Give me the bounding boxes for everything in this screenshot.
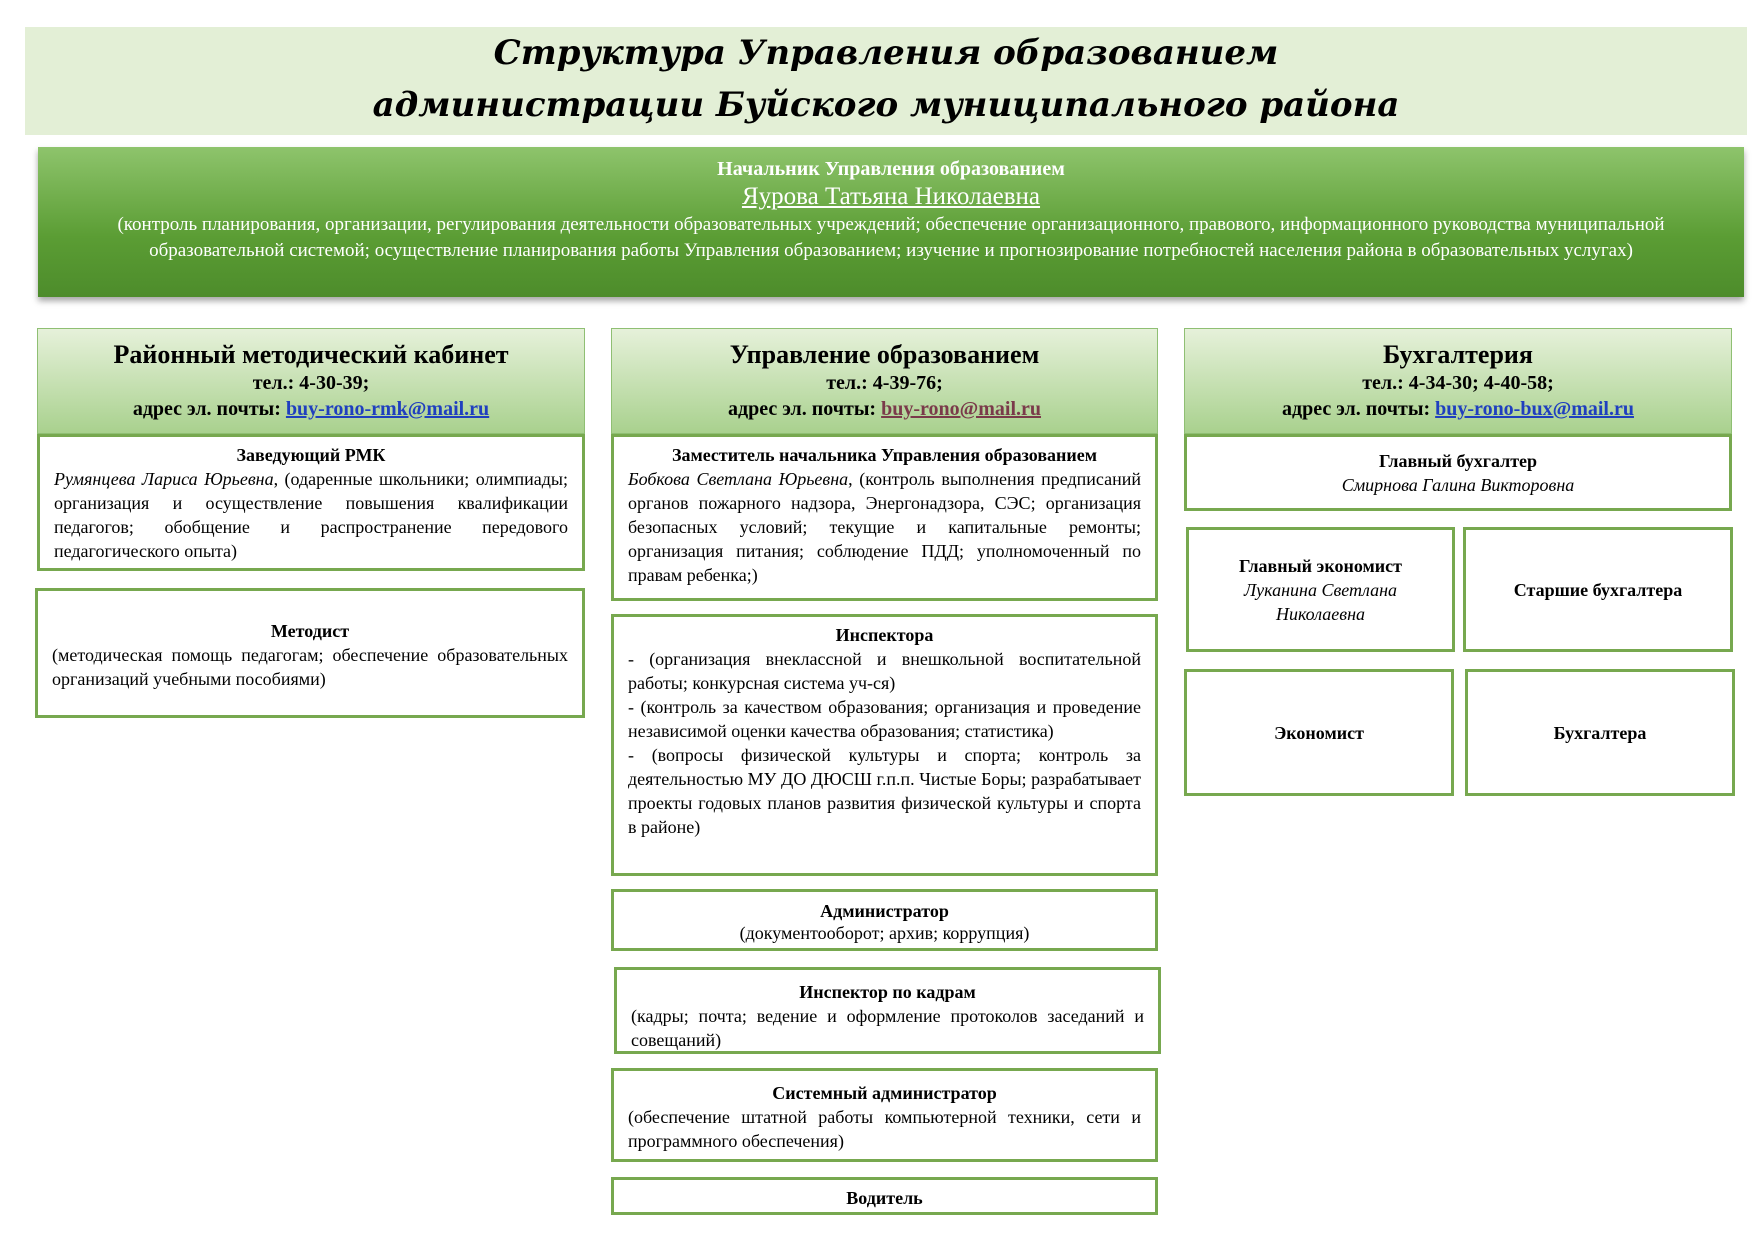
buh-economist-box: [1184, 669, 1454, 796]
buh-header: [1184, 328, 1732, 434]
rmk-header: [37, 328, 585, 434]
uo-administrator-desc: (документооборот; архив; коррупция): [739, 923, 1030, 943]
buh-email-link[interactable]: buy-rono-bux@mail.ru: [1435, 398, 1634, 420]
buh-accountants-box: [1465, 669, 1735, 796]
uo-sysadmin-title: Системный администратор: [772, 1083, 997, 1103]
uo-phone: тел.: 4-39-76;: [826, 372, 943, 394]
buh-senior-accountants-box: [1463, 527, 1733, 652]
uo-driver-title: Водитель: [846, 1188, 923, 1208]
page-title-line-2: администрации Буйского муниципального района: [372, 85, 1400, 125]
rmk-phone: тел.: 4-30-39;: [252, 372, 370, 394]
buh-email-label: адрес эл. почты:: [1282, 398, 1436, 420]
uo-administrator-box: [611, 889, 1158, 951]
uo-hr-desc: (кадры; почта; ведение и оформление протоколов заседаний и совещаний): [631, 1006, 1144, 1050]
buh-phone: тел.: 4-34-30; 4-40-58;: [1362, 372, 1554, 394]
head-description: (контроль планирования, организации, регулирования деятельности образовательных учреждений; обеспечение организационного, правового, информационного руководства муниципальной образовательной системой; осуществление планирования работы Управления образованием; изучение и прогнозирование потребностей населения района в образовательных услугах): [117, 214, 1665, 261]
buh-senior-accountants: Старшие бухгалтера: [1513, 579, 1683, 600]
uo-inspectors-title: Инспектора: [835, 625, 934, 645]
head-name: Яурова Татьяна Николаевна: [741, 183, 1041, 210]
buh-name: Бухгалтерия: [1383, 340, 1533, 369]
uo-administrator-title: Администратор: [820, 901, 949, 921]
uo-name: Управление образованием: [729, 340, 1040, 369]
uo-inspector-duty-3: - (вопросы физической культуры и спорта; контроль за деятельностью МУ ДО ДЮСШ г.п.п. Чистые Боры; разрабатывает проекты годовых планов развития физической культуры и спорта в районе): [628, 745, 1141, 837]
uo-inspectors-box: [611, 614, 1158, 876]
uo-deputy-title: Заместитель начальника Управления образованием: [671, 445, 1098, 465]
rmk-head-title: Заведующий РМК: [236, 445, 386, 465]
rmk-head-desc: [54, 467, 568, 563]
rmk-methodist-title: Методист: [270, 621, 350, 641]
rmk-email-line: [38, 396, 584, 422]
page-title-line-1: Структура Управления образованием: [493, 33, 1279, 73]
uo-hr-title: Инспектор по кадрам: [799, 982, 976, 1002]
rmk-head-person: Румянцева Лариса Юрьевна: [54, 469, 274, 489]
buh-chief-economist-box: [1186, 527, 1455, 652]
buh-accountants: Бухгалтера: [1553, 722, 1647, 743]
rmk-name: Районный методический кабинет: [113, 340, 509, 369]
uo-inspector-duty-1: - (организация внеклассной и внешкольной воспитательной работы; конкурсная система уч-ся): [628, 649, 1141, 693]
buh-chief-title: Главный бухгалтер: [1378, 450, 1538, 471]
uo-inspector-duty-2: - (контроль за качеством образования; организация и проведение независимой оценки качества образования; статистика): [628, 697, 1141, 741]
title-band: [25, 27, 1747, 135]
head-box: [38, 147, 1744, 297]
uo-deputy-duties: , (контроль выполнения предписаний органов пожарного надзора, Энергонадзора, СЭС; организация безопасных условий; текущие и капитальные ремонты; организация питания; соблюдение ПДД; уполномоченный по правам ребенка;): [628, 469, 1141, 585]
uo-sysadmin-desc: (обеспечение штатной работы компьютерной техники, сети и программного обеспечения): [628, 1107, 1141, 1151]
uo-email-line: [612, 396, 1157, 422]
buh-email-line: [1185, 396, 1731, 422]
uo-deputy-desc: [628, 467, 1141, 587]
uo-email-link[interactable]: buy-rono@mail.ru: [881, 398, 1042, 420]
rmk-head-duties: , (одаренные школьники; олимпиады; организация и осуществление повышения квалификации педагогов; обобщение и распространение передового педагогического опыта): [54, 469, 568, 561]
buh-economist: Экономист: [1274, 722, 1364, 743]
buh-chief-box: [1184, 434, 1732, 511]
rmk-methodist-desc: (методическая помощь педагогам; обеспечение образовательных организаций учебными пособиями): [52, 645, 568, 689]
uo-driver-box: [611, 1177, 1158, 1215]
buh-chief-economist-title: Главный экономист: [1239, 555, 1402, 576]
uo-header: [611, 328, 1158, 434]
uo-email-label: адрес эл. почты:: [727, 398, 882, 420]
uo-sysadmin-box: [611, 1068, 1158, 1162]
uo-deputy-box: [611, 434, 1158, 601]
buh-chief-person: Смирнова Галина Викторовна: [1341, 474, 1575, 495]
buh-chief-economist-person: Луканина Светлана Николаевна: [1243, 579, 1398, 624]
uo-deputy-person: Бобкова Светлана Юрьевна: [628, 469, 849, 489]
head-post: Начальник Управления образованием: [717, 158, 1065, 180]
rmk-methodist-box: [35, 588, 585, 718]
uo-hr-box: [614, 967, 1161, 1054]
rmk-email-label: адрес эл. почты:: [132, 398, 286, 420]
rmk-head-box: [37, 434, 585, 571]
rmk-email-link[interactable]: buy-rono-rmk@mail.ru: [285, 398, 490, 420]
